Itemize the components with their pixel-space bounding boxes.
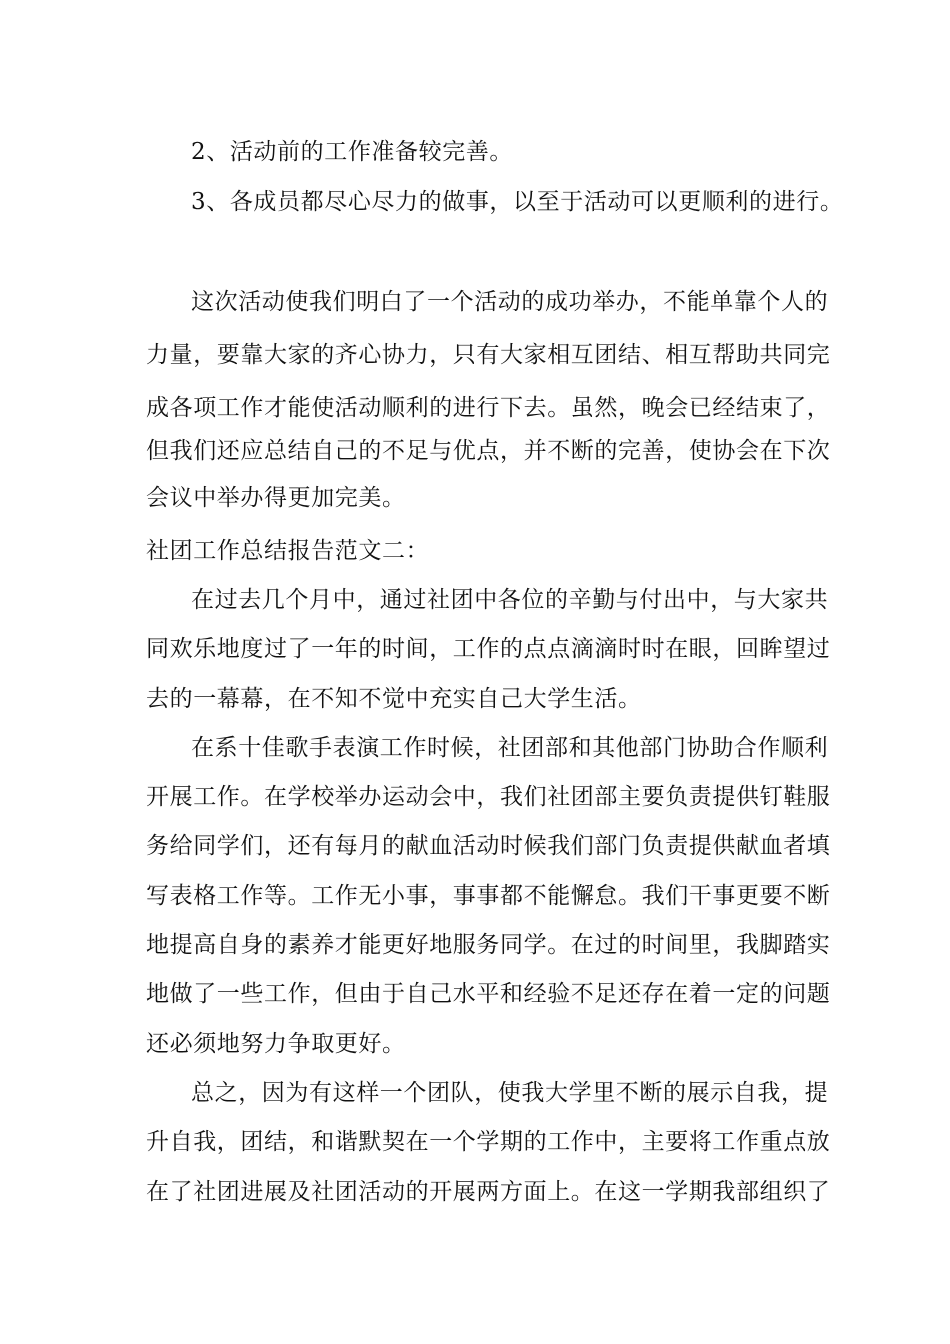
paragraph-line: 总之，因为有这样一个团队，使我大学里不断的展示自我，提 bbox=[191, 1080, 829, 1106]
paragraph-line: 但我们还应总结自己的不足与优点，并不断的完善，使协会在下次 bbox=[146, 438, 831, 464]
paragraph-line: 写表格工作等。工作无小事，事事都不能懈怠。我们干事更要不断 bbox=[146, 883, 831, 909]
paragraph-line: 在了社团进展及社团活动的开展两方面上。在这一学期我部组织了 bbox=[146, 1179, 831, 1205]
paragraph-line: 在过去几个月中，通过社团中各位的辛勤与付出中，与大家共 bbox=[191, 587, 829, 613]
paragraph-line: 还必须地努力争取更好。 bbox=[146, 1031, 406, 1057]
paragraph-line: 地做了一些工作，但由于自己水平和经验不足还存在着一定的问题 bbox=[146, 981, 831, 1007]
paragraph-line: 地提高自身的素养才能更好地服务同学。在过的时间里，我脚踏实 bbox=[146, 932, 831, 958]
paragraph-line: 在系十佳歌手表演工作时候，社团部和其他部门协助合作顺利 bbox=[191, 735, 829, 761]
section-heading: 社团工作总结报告范文二： bbox=[146, 538, 430, 564]
paragraph-line: 力量，要靠大家的齐心协力，只有大家相互团结、相互帮助共同完 bbox=[146, 342, 831, 368]
paragraph-line: 这次活动使我们明白了一个活动的成功举办，不能单靠个人的 bbox=[191, 289, 829, 315]
paragraph-line: 成各项工作才能使活动顺利的进行下去。虽然，晚会已经结束了， bbox=[146, 395, 831, 421]
paragraph-line: 务给同学们，还有每月的献血活动时候我们部门负责提供献血者填 bbox=[146, 833, 831, 859]
text-line: 2、活动前的工作准备较完善。 bbox=[191, 139, 514, 165]
paragraph-line: 开展工作。在学校举办运动会中，我们社团部主要负责提供钉鞋服 bbox=[146, 784, 831, 810]
paragraph-line: 升自我，团结，和谐默契在一个学期的工作中，主要将工作重点放 bbox=[146, 1129, 831, 1155]
text-line: 3、各成员都尽心尽力的做事，以至于活动可以更顺利的进行。 bbox=[191, 189, 844, 215]
paragraph-line: 会议中举办得更加完美。 bbox=[146, 485, 406, 511]
paragraph-line: 去的一幕幕，在不知不觉中充实自己大学生活。 bbox=[146, 686, 642, 712]
paragraph-line: 同欢乐地度过了一年的时间，工作的点点滴滴时时在眼，回眸望过 bbox=[146, 636, 831, 662]
